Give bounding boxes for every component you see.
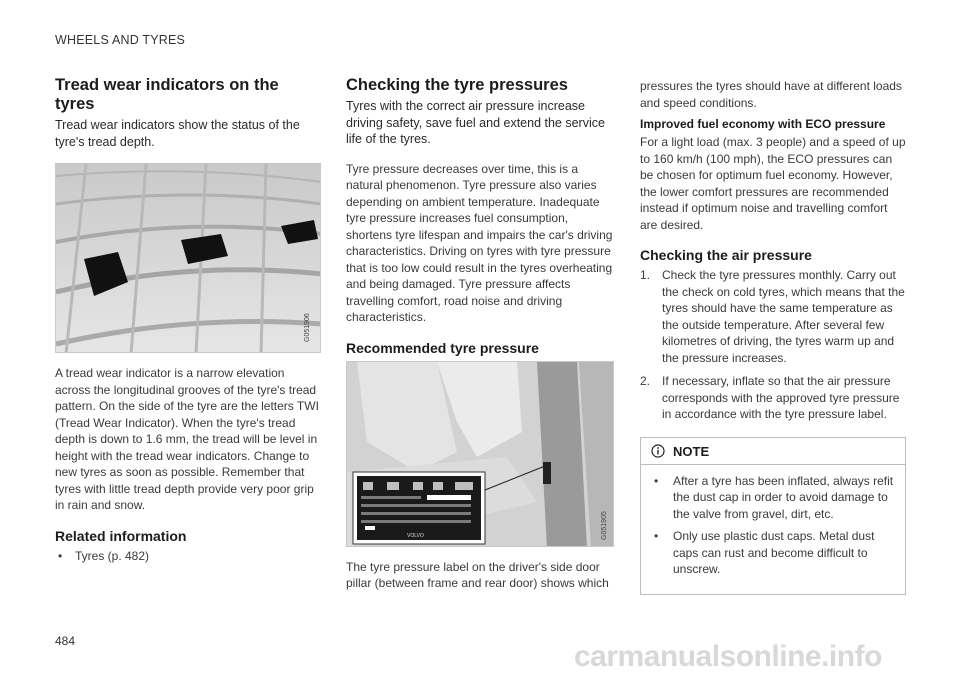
bullet-icon: • bbox=[654, 473, 659, 488]
figure-code: G051905 bbox=[601, 510, 608, 540]
tyre-pressure-label-figure bbox=[346, 361, 614, 547]
check-steps bbox=[640, 267, 906, 423]
pressure-heading: Checking the tyre pressures bbox=[346, 76, 568, 94]
step-item: 1. Check the tyre pressures monthly. Carry out the check on cold tyres, which means that the tyres should have the same temperature as the outside temperature. After several few kilometres of driving, the tyres warm up and the pressure increases. bbox=[640, 268, 905, 365]
step-item: 2. If necessary, inflate so that the air pressure corresponds with the approved tyre pressure in accordance with the tyre pressure label. bbox=[640, 374, 900, 421]
tread-section bbox=[55, 76, 321, 564]
figure-code: G051906 bbox=[304, 313, 311, 342]
eco-body: For a light load (max. 3 people) and a speed of up to 160 km/h (100 mph), the ECO pressures can be chosen for optimum fuel economy. However, the lower comfort pressures are recommended instead if optimum noise and travelling comfort are desired. bbox=[640, 135, 906, 232]
pressure-continued bbox=[640, 78, 906, 595]
recommended-heading: Recommended tyre pressure bbox=[346, 339, 539, 356]
tread-body: A tread wear indicator is a narrow elevation across the longitudinal grooves of the tyre's tread pattern. On the side of the tyre are the letters TWI (Tread Wear Indicator). When the tyre's tread depth is down to 1.6 mm, the tread will be level in height with the tread wear indicators. Change to new tyres as soon as possible. Remember that tyres with little tread depth provide very poor grip in rain and snow. bbox=[55, 366, 319, 512]
related-link[interactable]: • Tyres (p. 482) bbox=[58, 548, 150, 563]
note-body bbox=[641, 465, 905, 594]
tread-lead: Tread wear indicators show the status of the tyre's tread depth. bbox=[55, 118, 300, 149]
note-box bbox=[640, 437, 906, 595]
info-circle-icon bbox=[651, 444, 665, 458]
label-brand: VOLVO bbox=[407, 532, 424, 539]
note-item: • After a tyre has been inflated, always refit the dust cap in order to avoid damage to the valve from gravel, dirt, etc. bbox=[654, 473, 894, 521]
watermark: carmanualsonline.info bbox=[574, 640, 882, 673]
pressure-body: Tyre pressure decreases over time, this is a natural phenomenon. Tyre pressure also varies depending on ambient temperature. Inadequate tyre pressure increases fuel consumption, shortens tyre lifespan and impairs the car's driving characteristics. Driving on tyres with tyre pressure that is too low could result in the tyres overheating and being damaged. Tyre pressure affects travelling comfort, road noise and driving characteristics. bbox=[346, 161, 613, 324]
note-header bbox=[641, 438, 905, 465]
eco-heading: Improved fuel economy with ECO pressure bbox=[640, 117, 886, 131]
page-number: 484 bbox=[55, 634, 76, 648]
running-header: WHEELS AND TYRES bbox=[55, 33, 186, 47]
bullet-icon: • bbox=[58, 548, 63, 563]
check-heading: Checking the air pressure bbox=[640, 247, 812, 263]
tread-wear-figure bbox=[55, 163, 321, 353]
related-list bbox=[55, 548, 321, 565]
pressure-section bbox=[346, 76, 614, 592]
door-pillar-illustration bbox=[347, 362, 614, 547]
note-item: • Only use plastic dust caps. Metal dust caps can rust and become difficult to unscrew. bbox=[654, 529, 875, 576]
bullet-icon: • bbox=[654, 529, 659, 543]
tread-heading: Tread wear indicators on the tyres bbox=[55, 76, 279, 113]
pressure-lead: Tyres with the correct air pressure increase driving safety, save fuel and extend the service life of the tyres. bbox=[346, 99, 605, 146]
note-title: NOTE bbox=[673, 443, 710, 459]
label-caption: The tyre pressure label on the driver's side door pillar (between frame and rear door) shows which bbox=[346, 559, 609, 590]
continued-text: pressures the tyres should have at different loads and speed conditions. bbox=[640, 79, 902, 110]
related-heading: Related information bbox=[55, 527, 187, 544]
tyre-tread-illustration bbox=[56, 164, 321, 353]
